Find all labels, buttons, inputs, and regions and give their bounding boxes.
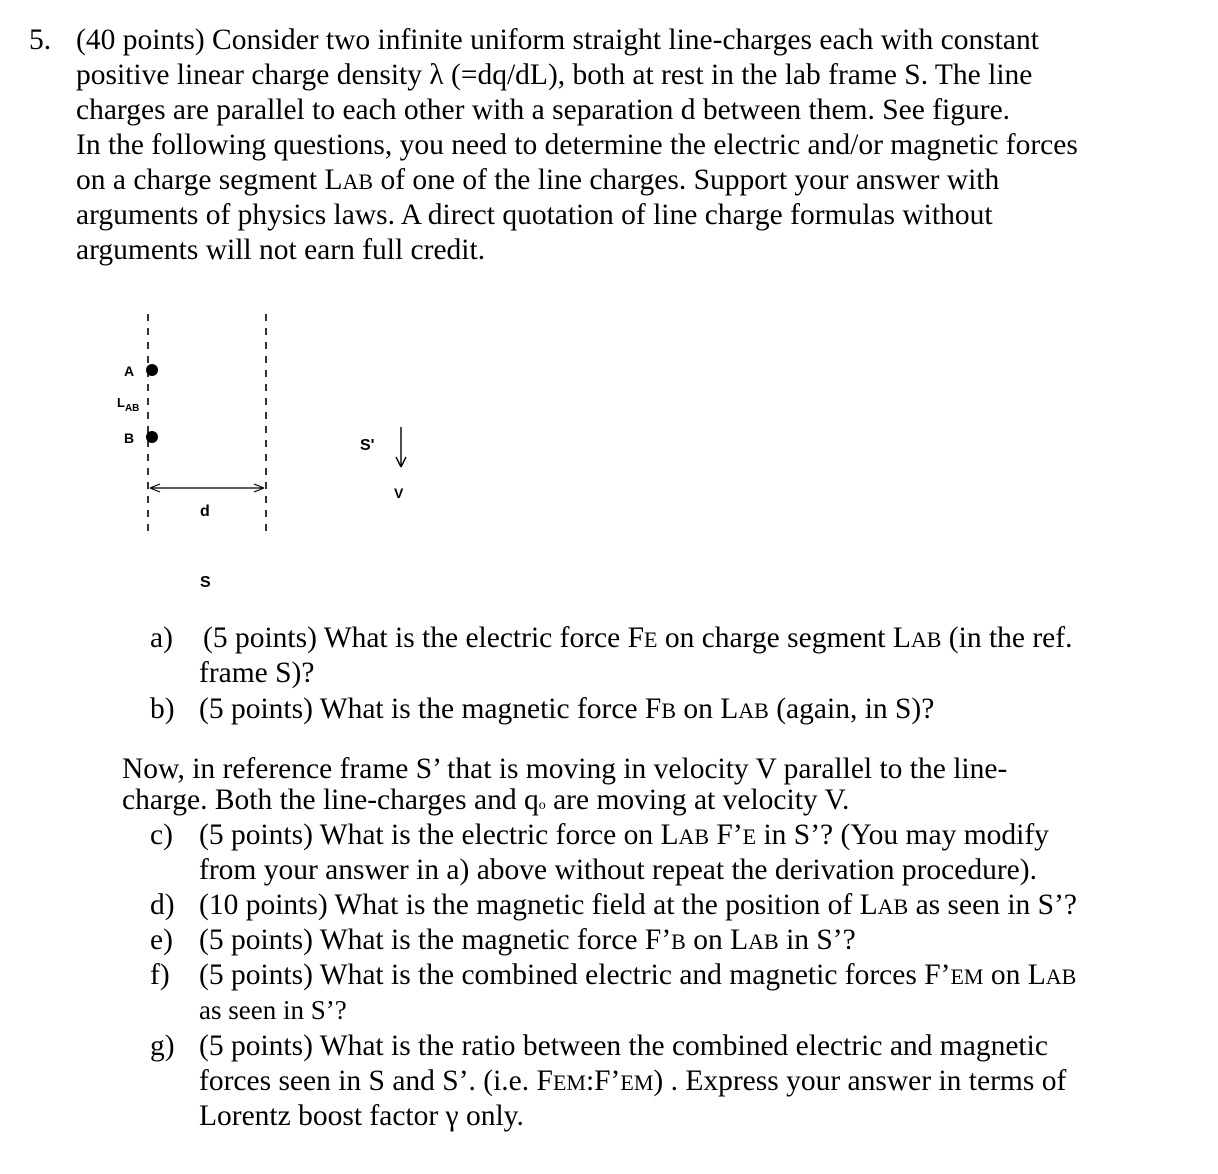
question-a-line-1 (203, 621, 1072, 657)
qd-sub: AB (877, 894, 909, 919)
qb-t2: on L (676, 693, 739, 725)
qb-sub1: B (661, 698, 677, 723)
qe-t2: on L (685, 924, 749, 956)
qb-t3: (again, in S)? (768, 693, 935, 725)
label-sprime: S' (360, 437, 375, 454)
qf-sub1: EM (950, 964, 984, 989)
question-c-line-1 (199, 818, 1049, 854)
label-a: A (124, 363, 135, 379)
qc-sub2: E (742, 824, 757, 849)
line-charge-figure (100, 300, 430, 600)
intro-line-7: arguments will not earn full credit. (76, 234, 486, 266)
intro-line-5a: on a charge segment L (76, 164, 343, 196)
question-g-letter: g) (150, 1030, 175, 1062)
qf-t1: (5 points) What is the combined electric and magnetic forces F’ (199, 959, 951, 991)
intro-line-6: arguments of physics laws. A direct quotation of line charge formulas without (76, 199, 993, 231)
question-f-letter: f) (150, 959, 170, 991)
question-g-line-3: Lorentz boost factor γ only. (199, 1100, 524, 1132)
label-s: S (200, 574, 211, 591)
sprime-line-2b: are moving at velocity V. (545, 784, 850, 816)
question-e-line (199, 923, 856, 959)
question-c-letter: c) (150, 819, 173, 851)
qf-t2: on L (983, 959, 1046, 991)
label-lab-sub: AB (124, 403, 140, 414)
qf-sub2: AB (1045, 964, 1077, 989)
qg-sub2: EM (620, 1070, 654, 1095)
question-b-letter: b) (150, 693, 175, 725)
qe-sub2: AB (748, 929, 779, 954)
qc-t3: in S’? (You may modify (756, 819, 1049, 851)
question-g-line-1: (5 points) What is the ratio between the combined electric and magnetic (199, 1030, 1048, 1062)
intro-line-1: (40 points) Consider two infinite uniform straight line-charges each with constant (76, 24, 1039, 56)
qb-sub2: AB (738, 698, 769, 723)
qc-t1: (5 points) What is the electric force on L (199, 819, 679, 851)
qe-t1: (5 points) What is the magnetic force F’ (199, 924, 672, 956)
qe-sub1: B (671, 929, 686, 954)
intro-line-5 (76, 163, 999, 199)
question-f-line-2: as seen in S’? (199, 995, 347, 1025)
point-a (146, 364, 158, 376)
qa-end: (in the ref. (941, 622, 1073, 654)
question-g-line-2 (199, 1064, 1066, 1100)
qd-t1: (10 points) What is the magnetic field at the position of L (199, 889, 878, 921)
question-a-letter: a) (150, 622, 173, 654)
qd-t2: as seen in S’? (908, 889, 1077, 921)
qg-t2: :F’ (585, 1065, 621, 1097)
question-b-line (199, 692, 934, 728)
sprime-line-2a: charge. Both the line-charges and q (122, 784, 539, 816)
label-lab (117, 395, 139, 414)
qc-t2: F’ (709, 819, 743, 851)
intro-line-5-sub: AB (342, 169, 374, 194)
question-e-letter: e) (150, 924, 173, 956)
qa-mid: on charge segment L (657, 622, 911, 654)
question-a-line-2: frame S)? (199, 657, 315, 689)
qa-sub1: E (644, 627, 658, 652)
qa-sub2: AB (910, 627, 942, 652)
qe-t3: in S’? (778, 924, 856, 956)
intro-line-3: charges are parallel to each other with a separation d between them. See figure. (76, 94, 1011, 126)
intro-line-2: positive linear charge density λ (=dq/dL), both at rest in the lab frame S. The line (76, 59, 1033, 91)
sprime-line-2-sub: o (538, 798, 546, 813)
label-b: B (124, 430, 135, 446)
intro-line-4: In the following questions, you need to determine the electric and/or magnetic forces (76, 129, 1078, 161)
qa-t1: (5 points) What is the electric force F (203, 622, 644, 654)
question-f-line-1 (199, 958, 1076, 994)
qg-sub1: EM (552, 1070, 586, 1095)
label-d: d (200, 503, 210, 520)
point-b (146, 431, 158, 443)
intro-line-5b: of one of the line charges. Support your answer with (373, 164, 1000, 196)
sprime-line-1: Now, in reference frame S’ that is moving in velocity V parallel to the line- (122, 753, 1008, 785)
question-d-letter: d) (150, 889, 175, 921)
label-v: V (394, 485, 404, 501)
label-lab-main: L (117, 395, 125, 410)
sprime-line-2 (122, 783, 849, 823)
qg-t3: ) . Express your answer in terms of (653, 1065, 1067, 1097)
qb-t1: (5 points) What is the magnetic force F (199, 693, 662, 725)
qc-sub1: AB (678, 824, 710, 849)
qg-t1: forces seen in S and S’. (i.e. F (199, 1065, 553, 1097)
problem-number: 5. (29, 24, 52, 56)
question-d-line (199, 888, 1077, 924)
question-c-line-2: from your answer in a) above without repeat the derivation procedure). (199, 854, 1037, 886)
